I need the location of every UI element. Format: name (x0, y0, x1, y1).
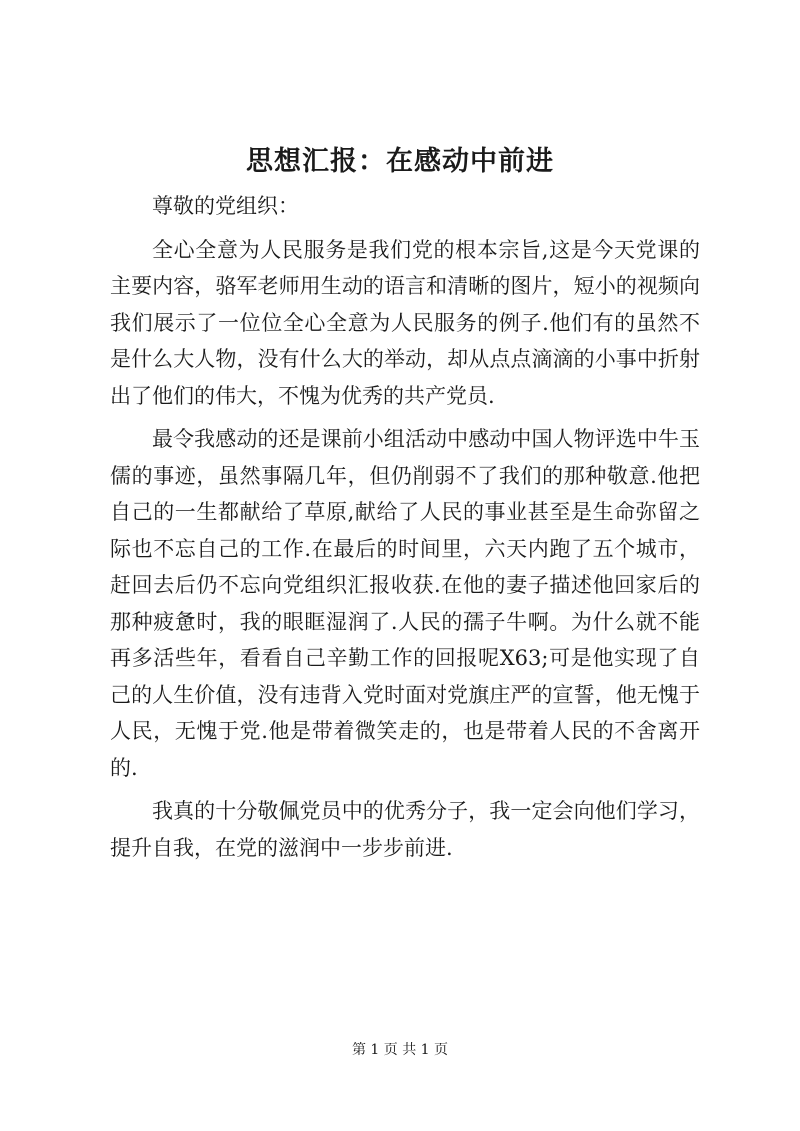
spacer (110, 786, 700, 793)
document-title: 思想汇报：在感动中前进 (246, 146, 554, 177)
document-body (110, 188, 700, 866)
page-footer: 第 1 页 共 1 页 (351, 1042, 449, 1058)
paragraph-2: 最令我感动的还是课前小组活动中感动中国人物评选中牛玉儒的事迹，虽然事隔几年，但仍削弱不了我们的那种敬意.他把自己的一生都献给了草原,献给了人民的事业甚至是生命弥留之际也不忘自己的工作.在最后的时间里，六天内跑了五个城市，赶回去后仍不忘向党组织汇报收获.在他的妻子描述他回家后的那种疲惫时，我的眼眶湿润了.人民的孺子牛啊。为什么就不能再多活些年，看看自己辛勤工作的回报呢X63;可是他实现了自己的人生价值，没有违背入党时面对党旗庄严的宣誓，他无愧于人民，无愧于党.他是带着微笑走的，也是带着人民的不舍离开的. (110, 427, 700, 780)
paragraph-1: 全心全意为人民服务是我们党的根本宗旨,这是今天党课的主要内容，骆军老师用生动的语言和清晰的图片，短小的视频向我们展示了一位位全心全意为人民服务的例子.他们有的虽然不是什么大人物，没有什么大的举动，却从点点滴滴的小事中折射出了他们的伟大，不愧为优秀的共产党员. (110, 237, 700, 408)
paragraph-3: 我真的十分敬佩党员中的优秀分子，我一定会向他们学习，提升自我，在党的滋润中一步步前进. (110, 799, 700, 860)
spacer (110, 414, 700, 421)
salutation: 尊敬的党组织： (152, 194, 299, 218)
spacer (110, 225, 700, 232)
